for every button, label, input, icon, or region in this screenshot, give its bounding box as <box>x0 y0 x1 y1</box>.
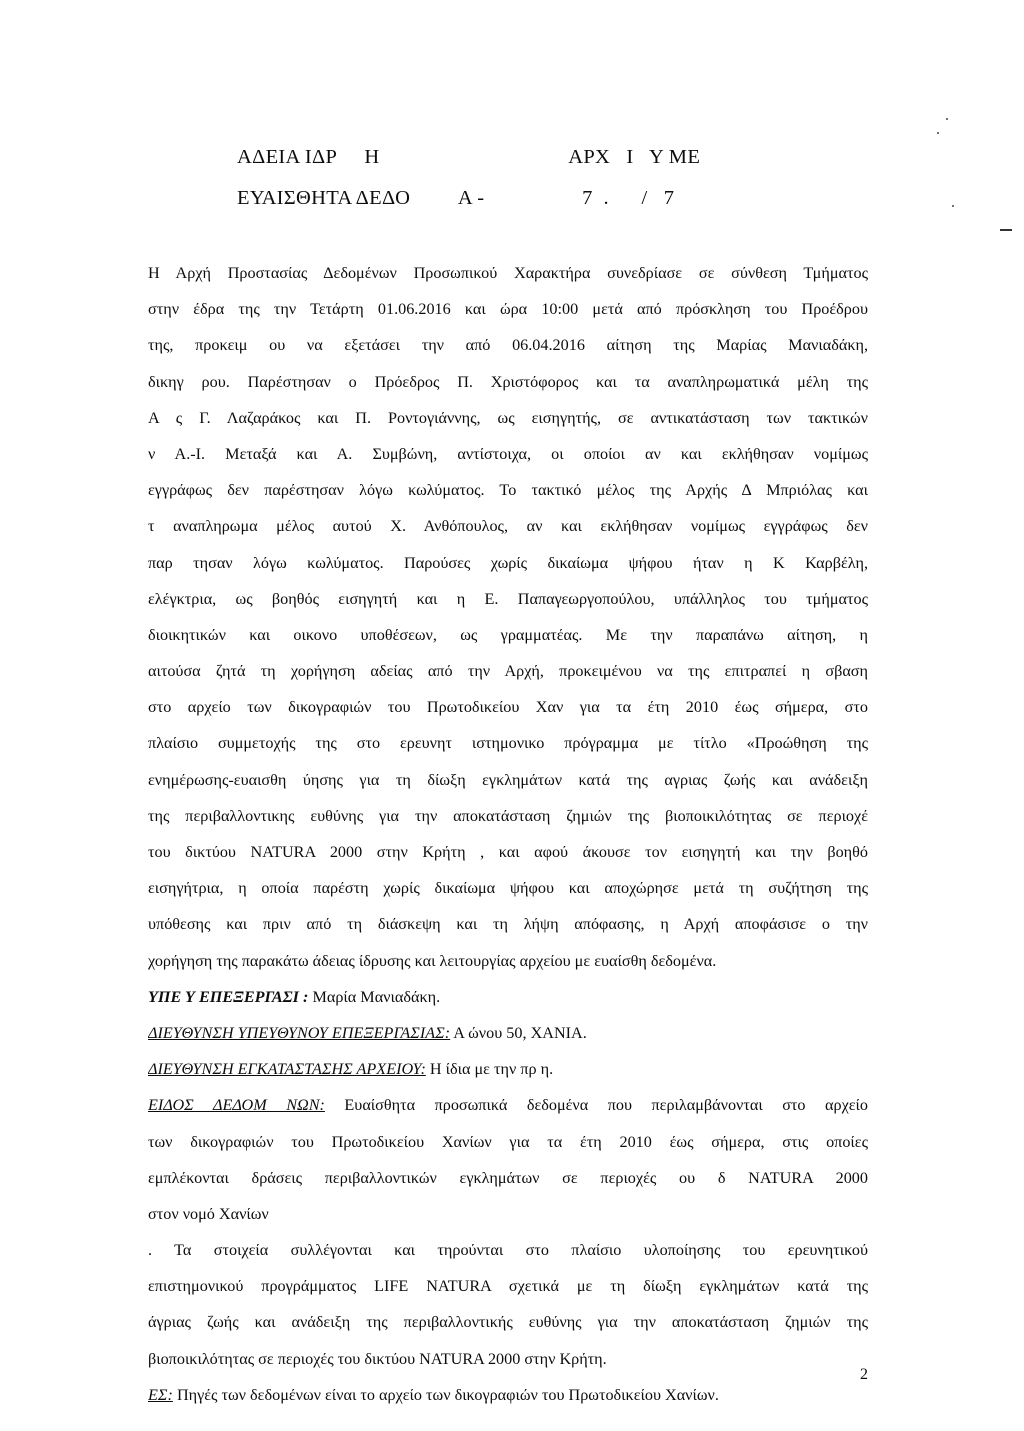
body-line: χορήγηση της παρακάτω άδειας ίδρυσης και λειτουργίας αρχείου με ευαίσθη δεδομένα. <box>148 951 717 970</box>
body-line: στο αρχείο των δικογραφιών του Πρωτοδικείου Χαν για τα έτη 2010 έως σήμερα, στο <box>148 698 868 717</box>
body-line: υπόθεσης και πριν από τη διάσκεψη και τη λήψη απόφασης, η Αρχή αποφάσισε ο την <box>148 915 868 934</box>
field-sources <box>148 1377 868 1413</box>
field-controller-address <box>148 1015 868 1051</box>
scan-mark <box>1000 229 1012 231</box>
body-line: Α ς Γ. Λαζαράκος και Π. Ροντογιάννης, ως εισηγητής, σε αντικατάσταση των τακτικών <box>148 408 868 427</box>
field-controller-address-value: Α ώνου 50, ΧΑΝΙΑ. <box>450 1023 587 1042</box>
data-type-line: των δικογραφιών του Πρωτοδικείου Χανίων για τα έτη 2010 έως σήμερα, στις οποίες <box>148 1132 868 1151</box>
page-number: 2 <box>860 1366 868 1383</box>
purpose-line: βιοποικιλότητας σε περιοχές του δικτύου NATURA 2000 στην Κρήτη. <box>148 1349 607 1368</box>
purpose-line: άγριας ζωής και ανάδειξη της περιβαλλοντικής ευθύνης για την αποκατάσταση ζημιών της <box>148 1313 868 1332</box>
purpose-line: επιστημονικού προγράμματος LIFE NATURA σχετικά με τη δίωξη εγκλημάτων κατά της <box>148 1277 868 1296</box>
field-controller-address-label: ΔΙΕΥΘΥΝΣΗ ΥΠΕΥΘΥΝΟΥ ΕΠΕΞΕΡΓΑΣΙΑΣ: <box>148 1023 451 1042</box>
field-controller-label: ΥΠΕ Υ ΕΠΕΞΕΡΓΑΣΙ : <box>148 987 309 1006</box>
body-line: εγγράφως δεν παρέστησαν λόγω κωλύματος. Το τακτικό μέλος της Αρχής Δ Μπριόλας και <box>148 481 868 500</box>
body-line: Η Αρχή Προστασίας Δεδομένων Προσωπικού Χαρακτήρα συνεδρίασε σε σύνθεση Τμήματος <box>148 264 868 282</box>
field-data-type-value: Ευαίσθητα προσωπικά δεδομένα που περιλαμβάνονται στο αρχείο <box>324 1096 868 1115</box>
field-sources-value: Πηγές των δεδομένων είναι το αρχείο των δικογραφιών του Πρωτοδικείου Χανίων. <box>172 1385 719 1404</box>
scan-speck <box>952 205 954 207</box>
body-line: της περιβαλλοντικης ευθύνης για την αποκατάσταση ζημιών της βιοποικιλότητας σε περιοχέ <box>148 806 868 825</box>
field-sources-label: ΕΣ: <box>148 1385 173 1404</box>
body-line: ν Α.-Ι. Μεταξά και Α. Συμβώνη, αντίστοιχα, οι οποίοι αν και εκλήθησαν νομίμως <box>148 444 868 463</box>
field-controller-value: Μαρία Μανιαδάκη. <box>308 987 441 1006</box>
field-installation-address-value: Η ίδια με την πρ η. <box>425 1060 554 1079</box>
body-line: διοικητικών και οικονο υποθέσεων, ως γραμματέας. Με την παραπάνω αίτηση, η <box>148 625 868 644</box>
field-installation-address <box>148 1051 868 1087</box>
body-line: του δικτύου NATURA 2000 στην Κρήτη , και αφού άκουσε τον εισηγητή και την βοηθό <box>148 843 868 861</box>
field-data-type-label: ΕΙΔΟΣ ΔΕΔΟΜ ΝΩΝ: <box>148 1096 325 1115</box>
body-line: δικηγ ρου. Παρέστησαν ο Πρόεδρος Π. Χριστόφορος και τα αναπληρωματικά μέλη της <box>148 372 868 391</box>
purpose-line: . Τα στοιχεία συλλέγονται και τηρούνται στο πλαίσιο υλοποίησης του ερευνητικού <box>148 1241 868 1260</box>
decision-body <box>148 255 868 1413</box>
header-title-line-2: ΕΥΑΙΣΘΗΤΑ ΔΕΔΟ Α - 7 . / 7 <box>237 187 675 209</box>
field-data-type <box>148 1087 868 1123</box>
body-line: ενημέρωσης-ευαισθη ύησης για τη δίωξη εγκλημάτων κατά της αγριας ζωής και ανάδειξη <box>148 770 868 789</box>
scan-speck <box>946 118 948 120</box>
body-line: ελέγκτρια, ως βοηθός εισηγητή και η Ε. Παπαγεωργοπούλου, υπάλληλος του τμήματος <box>148 589 868 608</box>
body-line: εισηγήτρια, η οποία παρέστη χωρίς δικαίωμα ψήφου και αποχώρησε μετά τη συζήτηση της <box>148 879 868 898</box>
data-type-line: στον νομό Χανίων <box>148 1204 269 1223</box>
body-line: παρ τησαν λόγω κωλύματος. Παρούσες χωρίς δικαίωμα ψήφου ήταν η Κ Καρβέλη, <box>148 553 868 572</box>
body-line: της, προκειμ ου να εξετάσει την από 06.04.2016 αίτηση της Μαρίας Μανιαδάκη, <box>148 336 868 355</box>
data-type-line: εμπλέκονται δράσεις περιβαλλοντικών εγκλημάτων σε περιοχές ου δ NATURA 2000 <box>148 1168 868 1187</box>
header-title-line-1: ΑΔΕΙΑ ΙΔΡ Η ΑΡΧ Ι Υ ΜΕ <box>237 146 701 168</box>
body-line: τ αναπληρωμα μέλος αυτού Χ. Ανθόπουλος, αν και εκλήθησαν νομίμως εγγράφως δεν <box>148 517 868 536</box>
field-controller <box>148 979 868 1015</box>
body-line: αιτούσα ζητά τη χορήγηση αδείας από την Αρχή, προκειμένου να της επιτραπεί η σβαση <box>148 662 868 681</box>
body-line: πλαίσιο συμμετοχής της στο ερευνητ ιστημονικο πρόγραμμα με τίτλο «Προώθηση της <box>148 734 868 753</box>
field-installation-address-label: ΔΙΕΥΘΥΝΣΗ ΕΓΚΑΤΑΣΤΑΣΗΣ ΑΡΧΕΙΟΥ: <box>148 1060 426 1079</box>
scan-speck <box>937 132 939 134</box>
body-line: στην έδρα της την Τετάρτη 01.06.2016 και ώρα 10:00 μετά από πρόσκληση του Προέδρου <box>148 300 868 319</box>
